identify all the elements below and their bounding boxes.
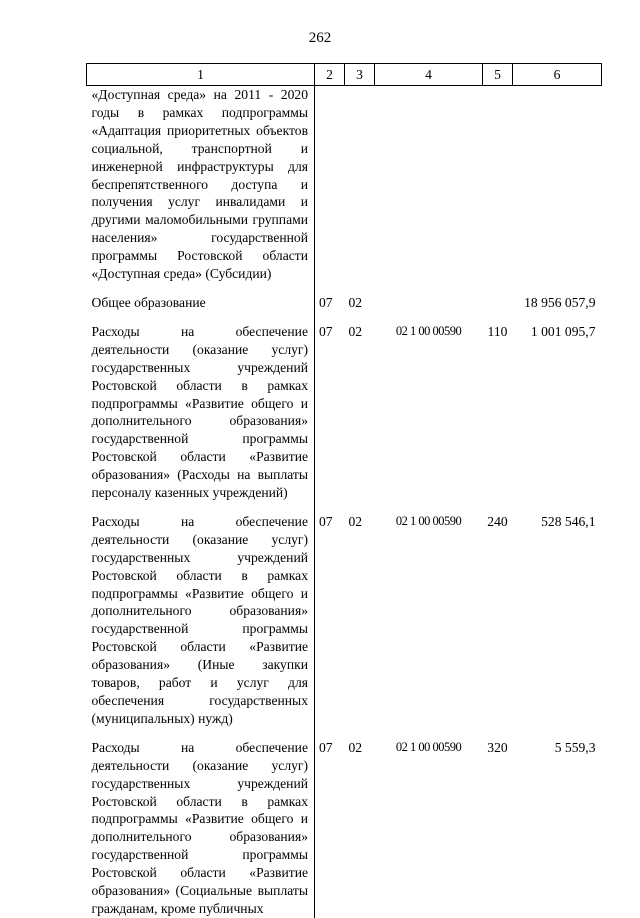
header-row: [87, 64, 602, 86]
header-col-1: 1: [87, 64, 315, 86]
header-col-3: 3: [345, 64, 375, 86]
table-row: [87, 283, 602, 312]
row-subsection-code: [345, 86, 375, 283]
header-col-2: 2: [315, 64, 345, 86]
row-subsection-code: 02: [348, 739, 363, 755]
row-expense-type: 320: [487, 739, 508, 755]
row-section-code: [315, 86, 345, 283]
row-target-article: 02 1 00 00590: [395, 739, 462, 754]
header-col-5: 5: [483, 64, 513, 86]
row-amount: 5 559,3: [554, 739, 596, 755]
row-expense-type: 240: [487, 513, 508, 529]
table-body: [87, 86, 602, 918]
table-row: [87, 502, 602, 728]
row-amount: [513, 86, 602, 283]
table-header: [87, 64, 602, 86]
row-description: «Доступная среда» на 2011 - 2020 годы в рамках подпрограммы «Адаптация приоритетных объектов социальной, транспортной и инженерной инфраструктуры для беспрепятственного доступа и получения услуг инвалидами и другими маломобильными группами населения» государственной программы Ростовской области «Доступная среда» (Субсидии): [87, 86, 315, 283]
row-section-code: 07: [319, 323, 333, 339]
row-description: Общее образование: [87, 283, 315, 312]
row-subsection-code: 02: [348, 323, 363, 339]
row-target-article: [375, 283, 483, 312]
header-col-4: 4: [375, 64, 483, 86]
row-section-code: 07: [319, 739, 333, 755]
row-expense-type: 110: [487, 323, 508, 339]
row-expense-type: [483, 283, 513, 312]
budget-table: [86, 63, 602, 918]
row-subsection-code: 02: [348, 513, 363, 529]
row-amount: 18 956 057,9: [524, 294, 596, 310]
row-description: Расходы на обеспечение деятельности (оказание услуг) государственных учреждений Ростовской области в рамках подпрограммы «Развитие общего и дополнительного образования» государственной программы Ростовской области «Развитие образования» (Расходы на выплаты персоналу казенных учреждений): [87, 312, 315, 502]
row-target-article: 02 1 00 00590: [395, 513, 462, 528]
header-col-6: 6: [513, 64, 602, 86]
table-row: [87, 86, 602, 283]
page-number: 262: [308, 30, 332, 46]
row-section-code: 07: [319, 294, 333, 310]
row-section-code: 07: [319, 513, 333, 529]
row-target-article: [375, 86, 483, 283]
table-row: [87, 312, 602, 502]
row-description: Расходы на обеспечение деятельности (оказание услуг) государственных учреждений Ростовской области в рамках подпрограммы «Развитие общего и дополнительного образования» государственной программы Ростовской области «Развитие образования» (Социальные выплаты гражданам, кроме публичных: [87, 728, 315, 918]
row-expense-type: [483, 86, 513, 283]
table-row: [87, 728, 602, 918]
row-subsection-code: 02: [348, 294, 363, 310]
row-target-article: 02 1 00 00590: [395, 323, 462, 338]
row-amount: 528 546,1: [541, 513, 596, 529]
row-amount: 1 001 095,7: [530, 323, 596, 339]
row-description: Расходы на обеспечение деятельности (оказание услуг) государственных учреждений Ростовской области в рамках подпрограммы «Развитие общего и дополнительного образования» государственной программы Ростовской области «Развитие образования» (Иные закупки товаров, работ и услуг для обеспечения государственных (муниципальных) нужд): [87, 502, 315, 728]
